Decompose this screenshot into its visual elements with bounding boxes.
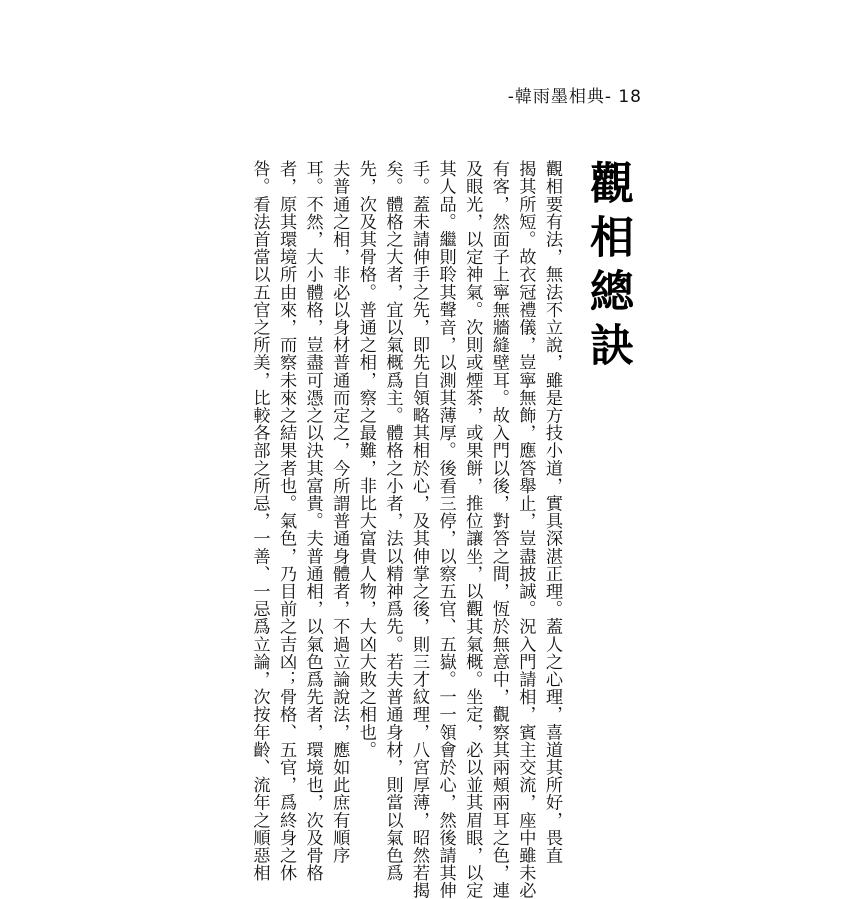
text-column: 先，次及其骨格。普通之相，察之最難，非比大富貴人物，大凶大敗之相也。 (355, 160, 376, 759)
text-column: 矣。體格之大者，宜以氣概爲主。體格之小者，法以精神爲先。若夫普通身材，則當以氣色爲 (382, 160, 403, 882)
text-column: 觀相要有法，無法不立說，雖是方技小道，實具深湛正理。蓋人之心理，喜道其所好，畏直 (542, 160, 562, 864)
text-column: 耳。不然，大小體格，豈盡可憑之以決其富貴。夫普通相，以氣色爲先者，環境也，次及骨格 (302, 160, 323, 882)
text-column: 有客，然面子上寧無牆縫壁耳。故入門以後，對答之間，恆於無意中，觀察其兩頰兩耳之色，連 (488, 160, 509, 899)
section-title: 觀相總訣 (582, 160, 633, 376)
text-column: 揭其所短。故衣冠禮儀，豈寧無飾，應答舉止，豈盡披誠。況入門請相，賓主交流，座中雖未必 (515, 160, 536, 899)
text-column: 及眼光，以定神氣。次則或煙茶，或果餅，推位讓坐，以觀其氣概。坐定，必以並其眉眼，以定 (462, 160, 483, 899)
text-column: 咎。看法首當以五官之所美，比較各部之所忌，一善、一忌爲立論，次按年齡、流年之順惡相 (249, 160, 270, 882)
running-header: -韓雨墨相典- 18 (507, 87, 642, 107)
text-column: 手。蓋未請伸手之先，即先自領略其相於心，及其伸掌之後，則三才紋理，八宮厚薄，昭然若揭 (409, 160, 430, 899)
text-column: 其人品。繼則聆其聲音，以測其薄厚。後看三停，以察五官、五嶽。一一領會於心，然後請其伸 (435, 160, 456, 899)
text-column: 者，原其環境所由來，而察未來之結果者也。氣色，乃目前之吉凶；骨格、五官，爲終身之休 (276, 160, 297, 882)
text-column: 夫普通之相，非必以身材普通而定之，今所謂普通身體者，不過立論說法，應如此庶有順序 (329, 160, 350, 864)
body-text (246, 160, 565, 899)
